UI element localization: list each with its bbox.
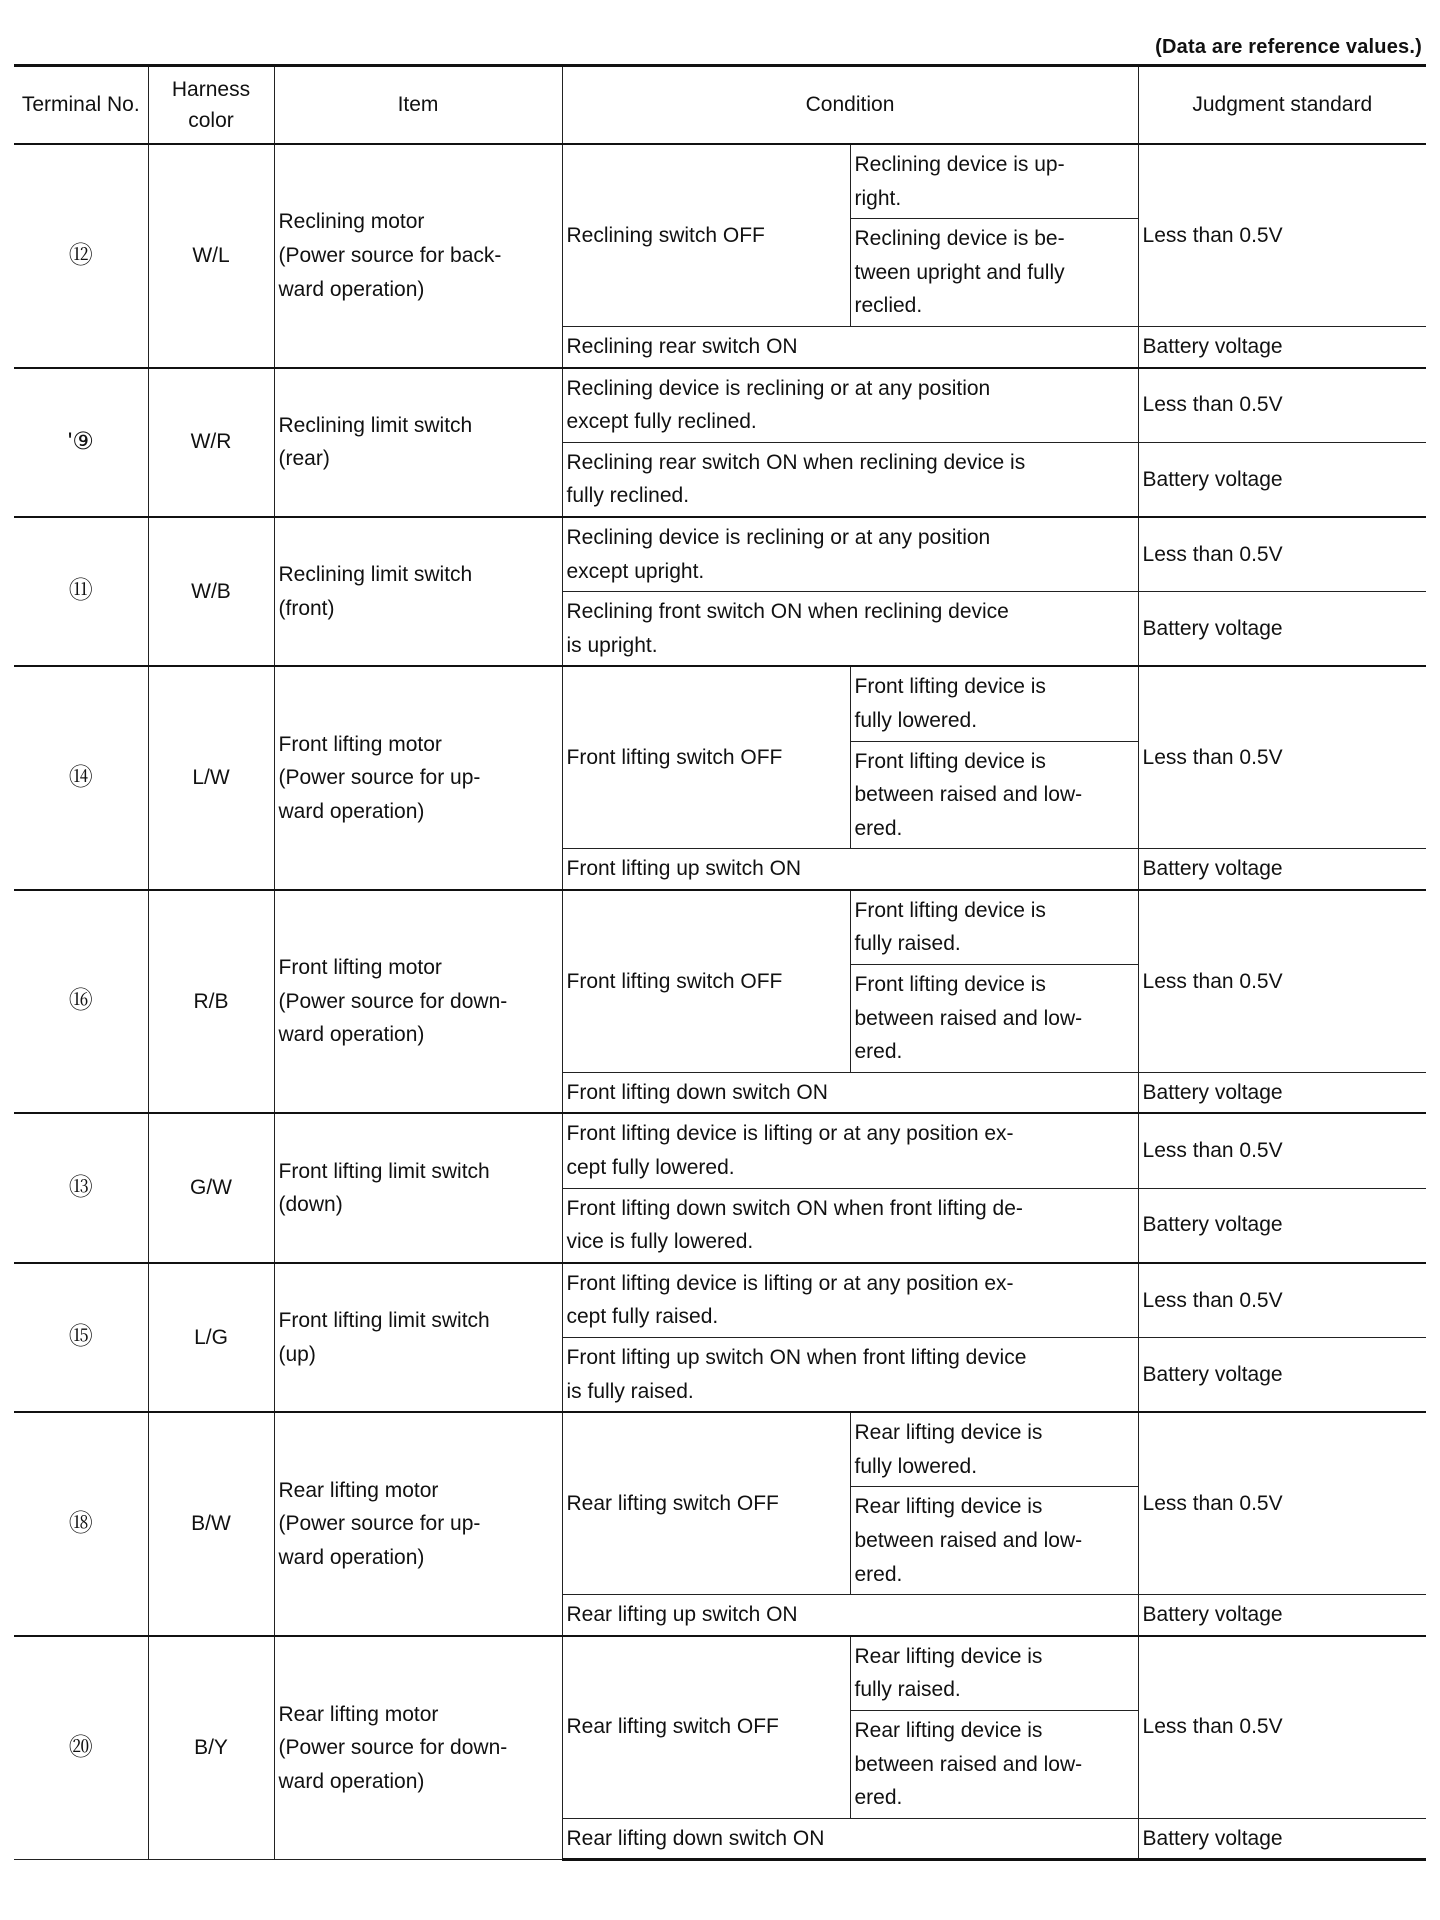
sub-condition: Reclining device is up- right. (850, 144, 1138, 219)
judgment-value: Less than 0.5V (1138, 1113, 1426, 1188)
harness-color: R/B (148, 890, 274, 1114)
judgment-value: Battery voltage (1138, 849, 1426, 890)
condition: Front lifting up switch ON when front lifting device is fully raised. (562, 1338, 1138, 1413)
judgment-value: Less than 0.5V (1138, 1263, 1426, 1338)
terminal-number: ⑱ (14, 1412, 148, 1636)
terminal-number: ⑭ (14, 666, 148, 890)
item-name: Front lifting motor (Power source for down- ward operation) (274, 890, 562, 1114)
table-row (14, 1412, 1426, 1487)
sub-condition: Rear lifting device is fully raised. (850, 1636, 1138, 1711)
harness-color: W/L (148, 144, 274, 368)
condition: Front lifting device is lifting or at any position ex- cept fully raised. (562, 1263, 1138, 1338)
switch-off-condition: Rear lifting switch OFF (562, 1412, 850, 1594)
item-name: Front lifting motor (Power source for up- ward operation) (274, 666, 562, 890)
harness-color: W/R (148, 368, 274, 517)
judgment-value: Less than 0.5V (1138, 517, 1426, 592)
header-judgment-standard: Judgment standard (1138, 66, 1426, 145)
harness-color: L/W (148, 666, 274, 890)
harness-color: W/B (148, 517, 274, 666)
header-condition: Condition (562, 66, 1138, 145)
item-name: Reclining limit switch (rear) (274, 368, 562, 517)
sub-condition: Front lifting device is fully lowered. (850, 666, 1138, 741)
judgment-value: Less than 0.5V (1138, 1636, 1426, 1818)
table-row (14, 890, 1426, 965)
judgment-value: Battery voltage (1138, 326, 1426, 367)
terminal-number: ⑮ (14, 1263, 148, 1412)
judgment-value: Battery voltage (1138, 1338, 1426, 1413)
item-name: Rear lifting motor (Power source for down- ward operation) (274, 1636, 562, 1860)
condition: Reclining front switch ON when reclining device is upright. (562, 592, 1138, 667)
condition: Front lifting down switch ON when front lifting de- vice is fully lowered. (562, 1188, 1138, 1263)
sub-condition: Front lifting device is fully raised. (850, 890, 1138, 965)
harness-color: L/G (148, 1263, 274, 1412)
switch-off-condition: Front lifting switch OFF (562, 890, 850, 1072)
reference-note: (Data are reference values.) (1155, 36, 1422, 58)
terminal-number: ⑫ (14, 144, 148, 368)
switch-on-condition: Front lifting up switch ON (562, 849, 1138, 890)
table-row (14, 1263, 1426, 1338)
item-name: Reclining limit switch (front) (274, 517, 562, 666)
switch-on-condition: Rear lifting up switch ON (562, 1595, 1138, 1636)
judgment-value: Battery voltage (1138, 442, 1426, 517)
terminal-number: ⑯ (14, 890, 148, 1114)
sub-condition: Front lifting device is between raised and low- ered. (850, 741, 1138, 849)
sub-condition: Reclining device is be- tween upright and fully reclied. (850, 219, 1138, 327)
harness-color: G/W (148, 1113, 274, 1262)
terminal-number: ⑪ (14, 517, 148, 666)
header-terminal-no: Terminal No. (14, 66, 148, 145)
terminal-inspection-table (14, 64, 1426, 1861)
judgment-value: Battery voltage (1138, 1595, 1426, 1636)
item-name: Rear lifting motor (Power source for up- ward operation) (274, 1412, 562, 1636)
judgment-value: Battery voltage (1138, 1188, 1426, 1263)
judgment-value: Battery voltage (1138, 1818, 1426, 1860)
table-row (14, 517, 1426, 592)
item-name: Front lifting limit switch (up) (274, 1263, 562, 1412)
table-row (14, 144, 1426, 219)
sub-condition: Rear lifting device is between raised and low- ered. (850, 1487, 1138, 1595)
judgment-value: Less than 0.5V (1138, 1412, 1426, 1594)
terminal-number: ⑬ (14, 1113, 148, 1262)
judgment-value: Less than 0.5V (1138, 368, 1426, 443)
condition: Reclining device is reclining or at any position except fully reclined. (562, 368, 1138, 443)
sub-condition: Rear lifting device is between raised and low- ered. (850, 1710, 1138, 1818)
judgment-value: Battery voltage (1138, 592, 1426, 667)
switch-on-condition: Reclining rear switch ON (562, 326, 1138, 367)
table-header-row (14, 66, 1426, 145)
table-row (14, 1636, 1426, 1711)
harness-color: B/W (148, 1412, 274, 1636)
switch-off-condition: Reclining switch OFF (562, 144, 850, 326)
item-name: Front lifting limit switch (down) (274, 1113, 562, 1262)
judgment-value: Less than 0.5V (1138, 890, 1426, 1072)
terminal-number: '⑨ (14, 368, 148, 517)
harness-color: B/Y (148, 1636, 274, 1860)
switch-on-condition: Front lifting down switch ON (562, 1072, 1138, 1113)
terminal-number: ⑳ (14, 1636, 148, 1860)
condition: Reclining rear switch ON when reclining device is fully reclined. (562, 442, 1138, 517)
switch-off-condition: Rear lifting switch OFF (562, 1636, 850, 1818)
sub-condition: Rear lifting device is fully lowered. (850, 1412, 1138, 1487)
table-row (14, 1113, 1426, 1188)
condition: Reclining device is reclining or at any position except upright. (562, 517, 1138, 592)
switch-off-condition: Front lifting switch OFF (562, 666, 850, 848)
item-name: Reclining motor (Power source for back- ward operation) (274, 144, 562, 368)
judgment-value: Battery voltage (1138, 1072, 1426, 1113)
header-harness-color: Harness color (148, 66, 274, 145)
condition: Front lifting device is lifting or at any position ex- cept fully lowered. (562, 1113, 1138, 1188)
judgment-value: Less than 0.5V (1138, 666, 1426, 848)
table-row (14, 666, 1426, 741)
switch-on-condition: Rear lifting down switch ON (562, 1818, 1138, 1860)
header-item: Item (274, 66, 562, 145)
sub-condition: Front lifting device is between raised and low- ered. (850, 965, 1138, 1073)
table-row (14, 368, 1426, 443)
judgment-value: Less than 0.5V (1138, 144, 1426, 326)
